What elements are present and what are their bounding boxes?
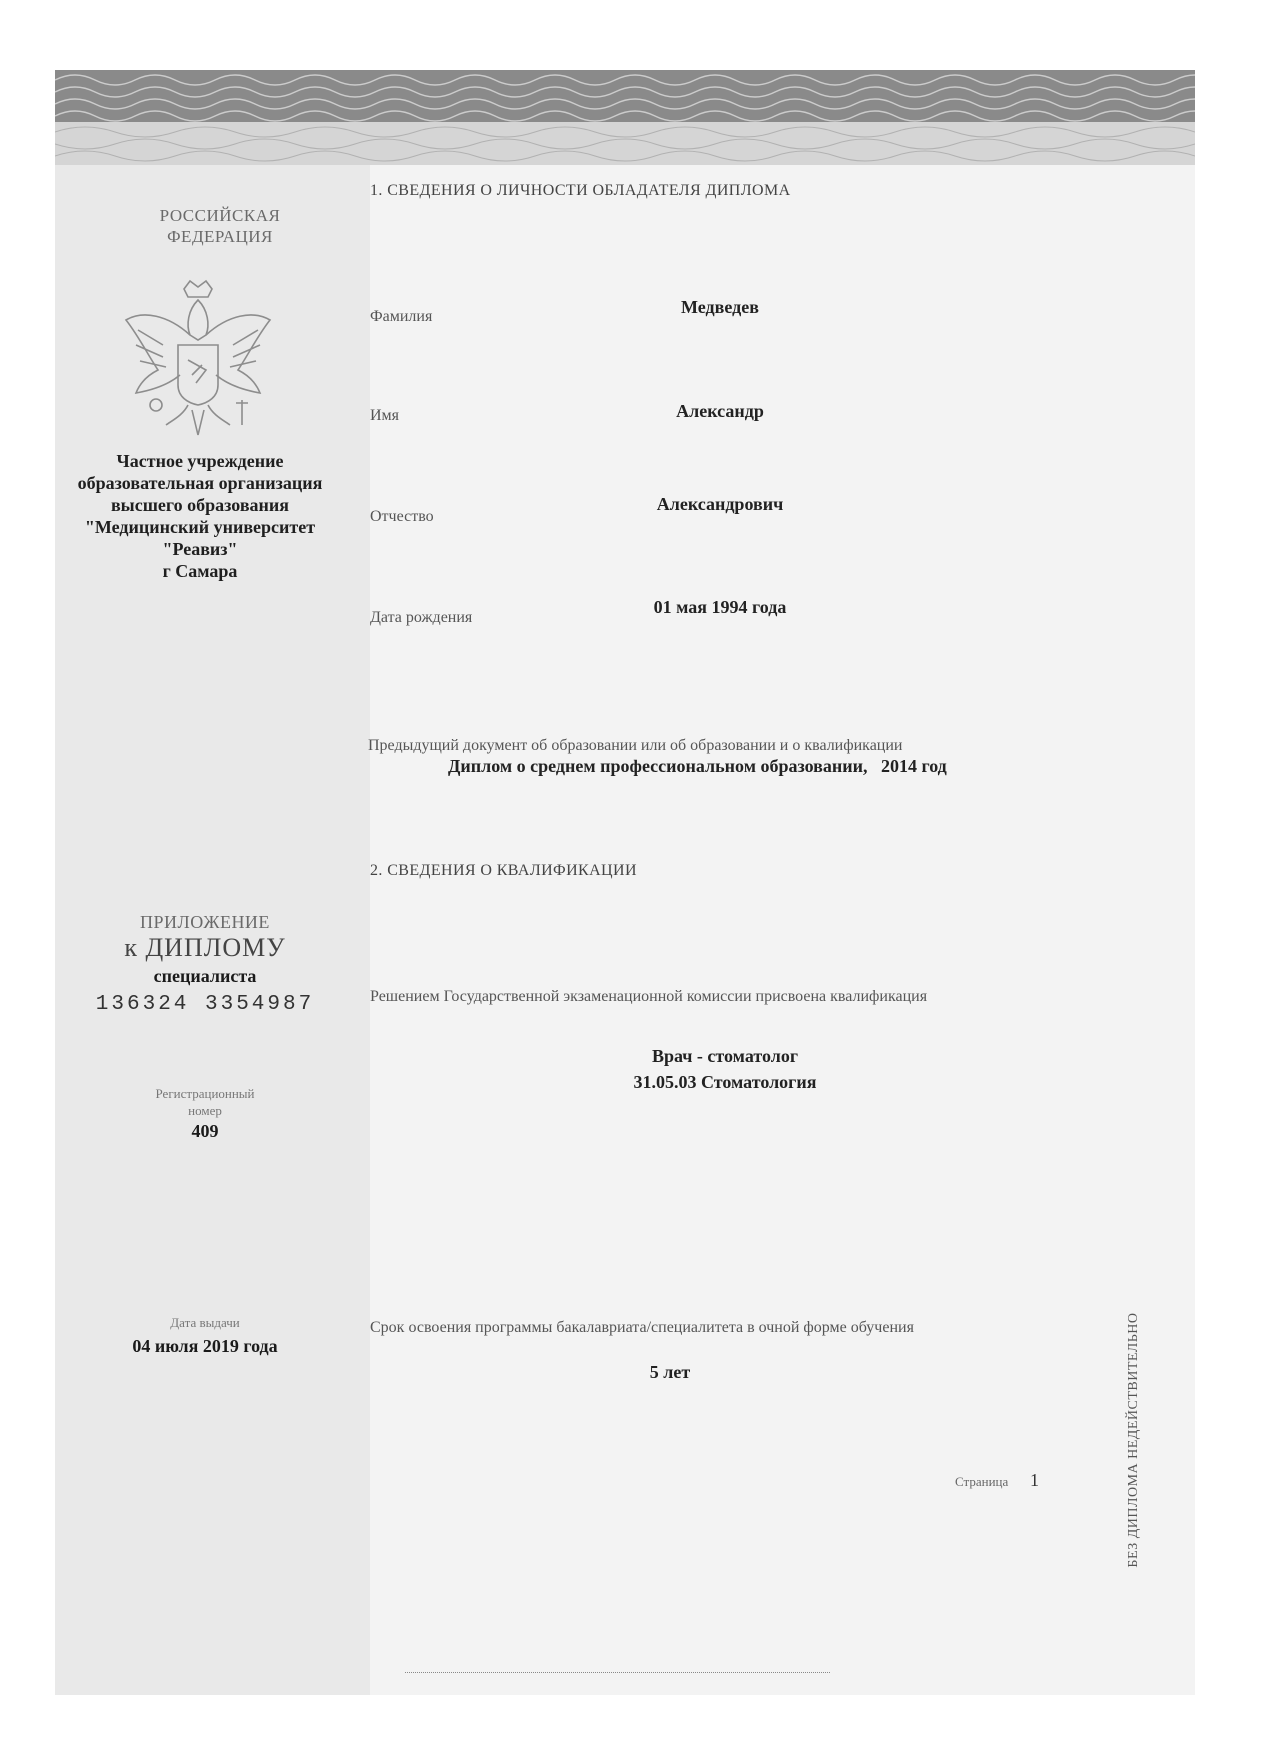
- org-line-5: "Реавиз": [162, 539, 238, 559]
- page-number: 1: [1030, 1470, 1039, 1490]
- issue-date: 04 июля 2019 года: [132, 1336, 278, 1356]
- appendix-line-3: специалиста: [153, 966, 257, 986]
- appendix-line-2: к ДИПЛОМУ: [124, 933, 286, 962]
- registration-label-line-2: номер: [188, 1103, 222, 1118]
- guilloche-band: [55, 70, 1195, 165]
- country-line-1: РОССИЙСКАЯ: [159, 206, 281, 225]
- vertical-validity-note: БЕЗ ДИПЛОМА НЕДЕЙСТВИТЕЛЬНО: [1126, 1312, 1141, 1568]
- registration-number: 409: [191, 1121, 219, 1141]
- org-line-4: "Медицинский университет: [84, 517, 316, 537]
- organization-name: [55, 450, 345, 582]
- previous-document-value: Диплом о среднем профессиональном образовании, 2014 год: [448, 756, 947, 776]
- appendix-line-1: ПРИЛОЖЕНИЕ: [140, 912, 270, 932]
- section-1-heading: 1. СВЕДЕНИЯ О ЛИЧНОСТИ ОБЛАДАТЕЛЯ ДИПЛОМА: [370, 182, 791, 199]
- org-line-6: г Самара: [162, 561, 238, 581]
- study-duration-label: Срок освоения программы бакалавриата/специалитета в очной форме обучения: [370, 1319, 914, 1336]
- serial-number: 136324 3354987: [95, 993, 315, 1016]
- org-line-1: Частное учреждение: [116, 451, 284, 471]
- study-duration-value: 5 лет: [649, 1362, 691, 1382]
- org-line-2: образовательная организация: [77, 473, 323, 493]
- main-area-background: [370, 165, 1195, 1695]
- surname-value: Медведев: [681, 297, 759, 317]
- issue-date-label: Дата выдачи: [170, 1315, 240, 1330]
- birth-date-label: Дата рождения: [370, 609, 473, 626]
- specialty-value: 31.05.03 Стоматология: [633, 1072, 817, 1092]
- name-label: Имя: [370, 407, 400, 424]
- section-2-heading: 2. СВЕДЕНИЯ О КВАЛИФИКАЦИИ: [370, 862, 637, 879]
- registration-label-line-1: Регистрационный: [155, 1086, 255, 1101]
- country-name: [70, 205, 370, 247]
- patronymic-value: Александрович: [656, 494, 784, 514]
- qualification-decision-label: Решением Государственной экзаменационной комиссии присвоена квалификация: [370, 988, 928, 1005]
- surname-label: Фамилия: [370, 308, 433, 325]
- patronymic-label: Отчество: [370, 508, 434, 525]
- name-value: Александр: [676, 401, 764, 421]
- birth-date-value: 01 мая 1994 года: [653, 597, 787, 617]
- bottom-dotted-line: [405, 1672, 830, 1673]
- previous-document-label: Предыдущий документ об образовании или об образовании и о квалификации: [368, 737, 903, 754]
- coat-of-arms-emblem: [118, 275, 278, 440]
- country-line-2: ФЕДЕРАЦИЯ: [167, 227, 273, 246]
- registration-label: [60, 1085, 350, 1119]
- qualification-value: Врач - стоматолог: [651, 1046, 798, 1066]
- page-label: Страница: [955, 1474, 1009, 1489]
- org-line-3: высшего образования: [110, 495, 290, 515]
- appendix-title: [60, 912, 350, 989]
